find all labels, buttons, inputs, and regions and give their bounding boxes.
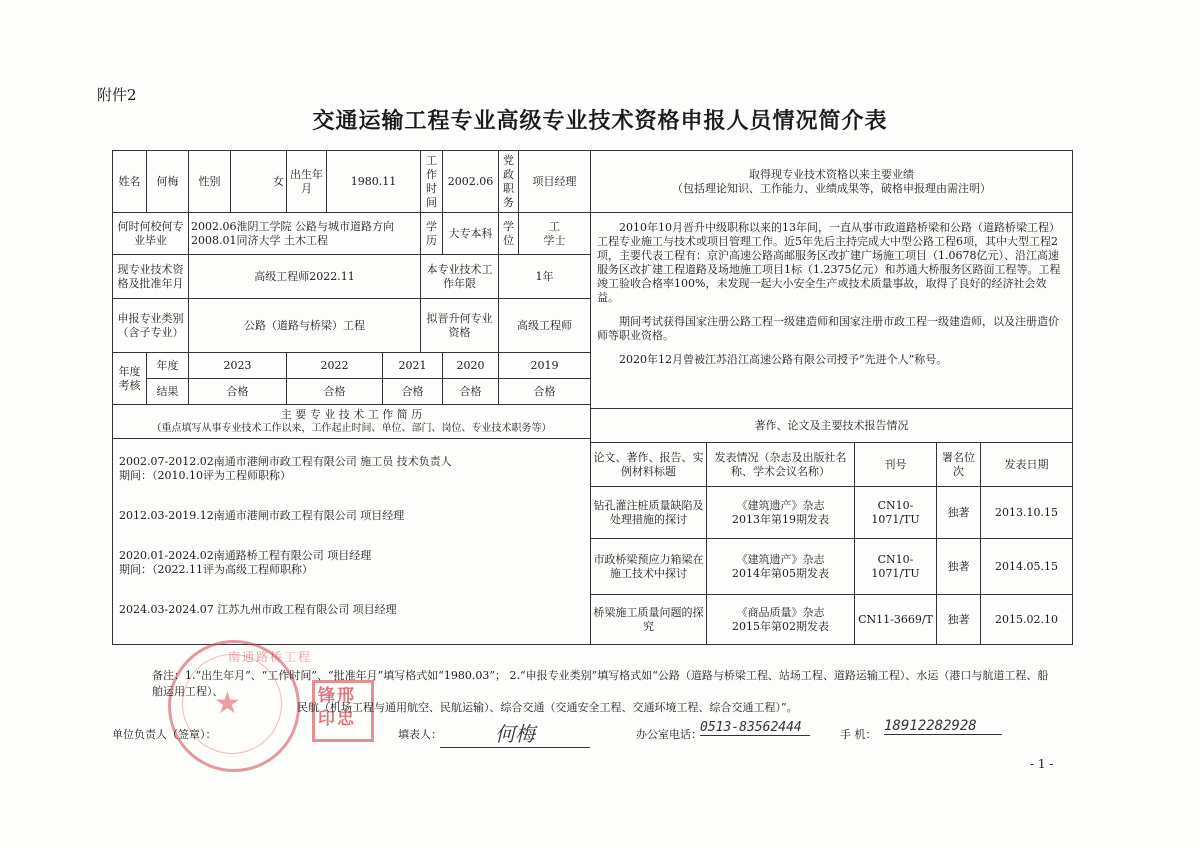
pub-rank: 独著 xyxy=(937,487,981,539)
position-value: 项目经理 xyxy=(519,151,591,213)
annual-result-cell: 合格 xyxy=(443,379,499,405)
remarks-line-1: 备注：1.“出生年月”、“工作时间”、“批准年月”填写格式如“1980.03”； 2.“申报专业类别”填写格式如“公路（道路与桥梁工程、站场工程、道路运输工程）、水运（港口与航道工程、船舶运用工程）、 xyxy=(152,669,1049,698)
annual-year-cell: 2021 xyxy=(383,353,443,379)
work-time-value: 2002.06 xyxy=(443,151,499,213)
pub-header-rank: 署名位次 xyxy=(937,443,981,487)
page-number: - 1 - xyxy=(1030,757,1054,771)
work-time-label: 工作时间 xyxy=(421,151,443,213)
apply-category-value: 公路（道路与桥梁）工程 xyxy=(189,299,421,353)
pub-venue-line: 《建筑遗产》杂志 xyxy=(736,552,825,566)
filler-signature: 何梅 xyxy=(440,718,590,748)
degree-line-2: 学士 xyxy=(543,233,566,247)
pub-rank: 独著 xyxy=(937,539,981,595)
work-history-body xyxy=(113,439,591,645)
pub-venue-line: 2014年第05期发表 xyxy=(732,566,829,580)
current-qualification-label: 现专业技术资格及批准年月 xyxy=(113,255,189,299)
birth-value: 1980.11 xyxy=(327,151,421,213)
pub-venue-line: 2015年第02期发表 xyxy=(732,619,829,633)
birth-label: 出生年月 xyxy=(287,151,327,213)
target-qualification-label: 拟晋升何专业资格 xyxy=(421,299,499,353)
current-qualification-value: 高级工程师2022.11 xyxy=(189,255,421,299)
pub-venue-line: 《商品质量》杂志 xyxy=(736,605,825,619)
pub-date: 2013.10.15 xyxy=(981,487,1073,539)
pub-issn: CN10-1071/TU xyxy=(855,539,937,595)
annual-year-cell: 2020 xyxy=(443,353,499,379)
annual-result-cell: 合格 xyxy=(287,379,383,405)
annual-review-label: 年度考核 xyxy=(113,353,147,405)
pub-date: 2014.05.15 xyxy=(981,539,1073,595)
annual-year-cell: 2023 xyxy=(189,353,287,379)
annual-result-cell: 合格 xyxy=(189,379,287,405)
pub-venue-line: 2013年第19期发表 xyxy=(732,512,829,526)
achievements-header xyxy=(591,151,1073,213)
pub-title: 钻孔灌注桩质量缺陷及处理措施的探讨 xyxy=(591,487,707,539)
achievement-paragraph: 期间考试获得国家注册公路工程一级建造师和国家注册市政工程一级建造师，以及注册造价师等职业资格。 xyxy=(597,315,1059,342)
history-entry-line: 2012.03-2019.12南通市港闸市政工程有限公司 项目经理 xyxy=(119,509,405,522)
attachment-label: 附件2 xyxy=(97,86,137,104)
degree-line-1: 工 xyxy=(549,219,560,233)
pub-venue-line: 《建筑遗产》杂志 xyxy=(736,498,825,512)
pub-header-venue: 发表情况（杂志及出版社名称、学术会议名称） xyxy=(707,443,855,487)
remarks-line-2: 民航（机场工程与通用航空、民航运输）、综合交通（交通安全工程、交通环境工程、综合交通工程）”。 xyxy=(297,701,798,714)
pub-header-issn: 刊号 xyxy=(855,443,937,487)
achievements-body xyxy=(591,213,1073,409)
pub-venue xyxy=(707,539,855,595)
gender-label: 性别 xyxy=(189,151,231,213)
filler-label: 填表人： xyxy=(398,728,442,741)
personal-seal-text: 锋邢印忠 xyxy=(318,686,356,729)
achievements-table xyxy=(590,150,1073,645)
publication-row xyxy=(591,595,1073,645)
page-title: 交通运输工程专业高级专业技术资格申报人员情况简介表 xyxy=(312,108,888,134)
pub-header-title: 论文、著作、报告、实例材料标题 xyxy=(591,443,707,487)
mobile-value: 18912282928 xyxy=(884,718,1002,735)
edu-level-label: 学历 xyxy=(421,213,443,255)
annual-year-cell: 2019 xyxy=(499,353,591,379)
office-phone-value: 0513-83562444 xyxy=(700,720,810,736)
unit-head-label: 单位负责人（签章）： xyxy=(112,728,217,741)
mobile-label: 手 机： xyxy=(840,728,877,741)
achievements-title: 取得现专业技术资格以来主要业绩 xyxy=(749,167,914,181)
applicant-info-table xyxy=(112,150,591,645)
education-line-1: 2002.06淮阴工学院 公路与城市道路方向 xyxy=(191,219,394,233)
achievements-subtitle: （包括理论知识、工作能力、业绩成果等，破格申报理由需注明） xyxy=(672,181,991,195)
history-entry xyxy=(119,549,584,577)
edu-level-value: 大专本科 xyxy=(443,213,499,255)
work-years-label: 本专业技术工作年限 xyxy=(421,255,499,299)
pub-header-date: 发表日期 xyxy=(981,443,1073,487)
history-entry-line: 2020.01-2024.02南通路桥工程有限公司 项目经理 xyxy=(119,549,372,562)
pub-venue xyxy=(707,595,855,645)
pub-title: 市政桥梁预应力箱梁在施工技术中探讨 xyxy=(591,539,707,595)
publication-row xyxy=(591,487,1073,539)
achievement-paragraph: 2020年12月曾被江苏沿江高速公路有限公司授予“先进个人”称号。 xyxy=(619,353,948,366)
work-history-title: 主 要 专 业 技 术 工 作 简 历 xyxy=(280,407,423,421)
seal-star-icon: ★ xyxy=(214,686,241,721)
pub-issn: CN11-3669/T xyxy=(855,595,937,645)
target-qualification-value: 高级工程师 xyxy=(499,299,591,353)
publications-title: 著作、论文及主要技术报告情况 xyxy=(591,409,1073,443)
pub-issn: CN10-1071/TU xyxy=(855,487,937,539)
achievement-paragraph: 2010年10月晋升中级职称以来的13年间，一直从事市政道路桥梁和公路（道路桥梁工程）工程专业施工与技术或项目管理工作。近5年先后主持完成大中型公路工程6项，其中大型工程2项，主要代表工程有：京沪高速公路高邮服务区改扩建广场施工项目（1.0678亿元）、沿江高速服务区改扩建工程道路及场地施工项目1标（1.2375亿元）和苏通大桥服务区路面工程等。工程竣工验收合格率100%，未发现一起大小安全生产或技术质量事故，取得了良好的经济社会效益。 xyxy=(597,221,1061,304)
pub-venue xyxy=(707,487,855,539)
history-entry xyxy=(119,455,584,483)
work-history-subtitle: （重点填写从事专业技术工作以来，工作起止时间、单位、部门、岗位、专业技术职务等） xyxy=(151,422,552,434)
annual-result-cell: 合格 xyxy=(383,379,443,405)
office-phone-label: 办公室电话： xyxy=(636,728,702,741)
publication-row xyxy=(591,539,1073,595)
pub-date: 2015.02.10 xyxy=(981,595,1073,645)
history-entry-line: 期间：（2022.11评为高级工程师职称） xyxy=(119,563,313,576)
history-entry xyxy=(119,603,584,617)
pub-title: 桥梁施工质量问题的探究 xyxy=(591,595,707,645)
work-years-value: 1年 xyxy=(499,255,591,299)
name-label: 姓名 xyxy=(113,151,147,213)
education-line-2: 2008.01同济大学 土木工程 xyxy=(191,233,328,247)
pub-rank: 独著 xyxy=(937,595,981,645)
position-label: 党政职务 xyxy=(499,151,519,213)
name-value: 何梅 xyxy=(147,151,189,213)
history-entry-line: 期间：（2010.10评为工程师职称） xyxy=(119,469,291,482)
apply-category-label: 申报专业类别（含子专业） xyxy=(113,299,189,353)
education-value xyxy=(189,213,421,255)
annual-result-label: 结果 xyxy=(147,379,189,405)
degree-label: 学位 xyxy=(499,213,519,255)
work-history-header xyxy=(113,405,591,439)
annual-year-label: 年度 xyxy=(147,353,189,379)
gender-value: 女 xyxy=(231,151,287,213)
round-seal-text: 南通路桥工程 xyxy=(228,650,313,664)
annual-year-cell: 2022 xyxy=(287,353,383,379)
remarks xyxy=(152,668,1052,716)
degree-value xyxy=(519,213,591,255)
history-entry-line: 2002.07-2012.02南通市港闸市政工程有限公司 施工员 技术负责人 xyxy=(119,455,452,468)
education-question-label: 何时何校何专业毕业 xyxy=(113,213,189,255)
history-entry xyxy=(119,509,584,523)
history-entry-line: 2024.03-2024.07 江苏九州市政工程有限公司 项目经理 xyxy=(119,603,397,616)
annual-result-cell: 合格 xyxy=(499,379,591,405)
